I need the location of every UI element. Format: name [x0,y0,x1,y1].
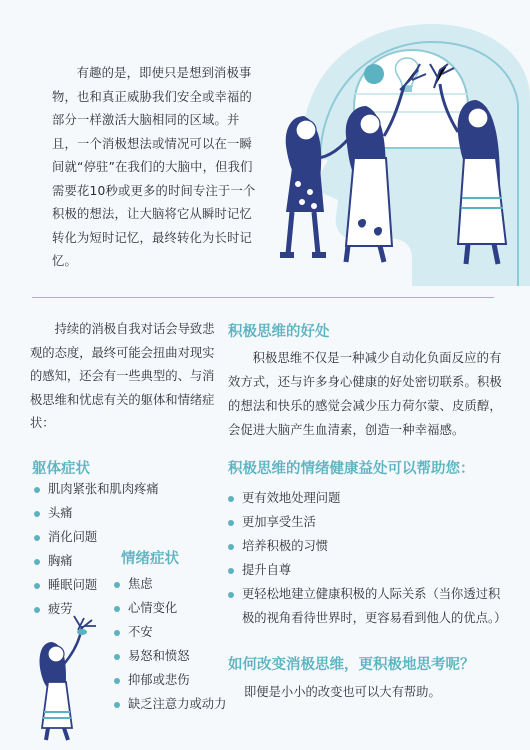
list-item: 更加享受生活 [228,510,508,534]
symptoms-intro-block [30,318,220,436]
list-item: 缺乏注意力或动力 [114,692,226,716]
list-item: 更有效地处理问题 [228,486,508,510]
intro-paragraph: 有趣的是，即使只是想到消极事物，也和真正威胁我们安全或幸福的部分一样激活大脑相同的区域。并且，一个消极想法或情况可以在一瞬间就“停驻”在我们的大脑中，但我们需要花10秒或更多的时间专注于一个积极的想法，让大脑将它从瞬时记忆转化为短时记忆，最终转化为长时记忆。 [52,66,256,268]
list-item: 易怒和愤怒 [114,644,226,668]
list-item: 头痛 [34,501,159,525]
list-item: 抑郁或悲伤 [114,668,226,692]
list-item: 疲劳 [34,597,159,621]
list-item: 胸痛 [34,549,159,573]
mood-symptoms-heading: 情绪症状 [121,551,179,567]
emotional-benefits-heading: 积极思维的情绪健康益处可以帮助您： [228,461,475,477]
positive-thinking-paragraph: 积极思维不仅是一种减少自动化负面反应的有效方式，还与许多身心健康的好处密切联系。积极的想法和快乐的感觉会减少压力荷尔蒙、皮质醇，会促进大脑产生血清素，创造一种幸福感。 [228,351,502,437]
list-item: 培养积极的习惯 [228,534,508,558]
list-item: 心情变化 [114,596,226,620]
list-item: 肌肉紧张和肌肉疼痛 [34,477,159,501]
body-symptoms-heading: 躯体症状 [32,461,90,477]
emotional-benefits-list [228,486,508,630]
list-item: 提升自尊 [228,558,508,582]
list-item: 焦虑 [114,572,226,596]
list-item: 不安 [114,620,226,644]
girl-with-plant-illustration [30,612,108,744]
list-item: 睡眠问题 [34,573,159,597]
symptoms-intro: 持续的消极自我对话会导致悲观的态度，最终可能会扭曲对现实的感知，还会有一些典型的、与消极思维和忧虑有关的躯体和情绪症状： [30,322,215,430]
how-to-change-heading: 如何改变消极思维，更积极地思考呢？ [228,657,475,673]
section-divider [32,297,494,298]
list-item: 更轻松地建立健康积极的人际关系（当你透过积极的视角看待世界时，更容易看到他人的优点。） [228,582,508,630]
hero-illustration-women-with-plants [262,8,530,286]
mood-symptoms-list [114,572,226,716]
small-change-paragraph: 即便是小小的改变也可以大有帮助。 [244,685,441,699]
list-item: 消化问题 [34,525,159,549]
positive-thinking-benefits-heading: 积极思维的好处 [228,324,330,340]
